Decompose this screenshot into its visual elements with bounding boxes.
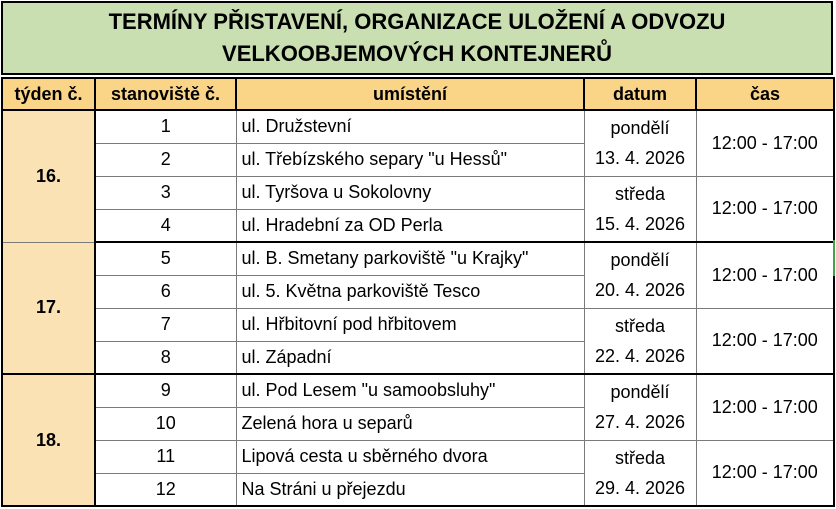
schedule-body: [2, 110, 834, 506]
schedule-table: [1, 77, 835, 507]
header-row: [2, 78, 834, 110]
location-cell: ul. Pod Lesem "u samoobsluhy": [236, 374, 584, 407]
header-date: datum: [584, 78, 696, 110]
header-week: týden č.: [2, 78, 95, 110]
site-number: 11: [95, 440, 236, 473]
time-cell: 12:00 - 17:00: [696, 242, 834, 308]
title-line-2: VELKOOBJEMOVÝCH KONTEJNERŮ: [222, 41, 612, 66]
time-cell: 12:00 - 17:00: [696, 110, 834, 176]
site-number: 10: [95, 407, 236, 440]
time-cell: 12:00 - 17:00: [696, 308, 834, 374]
date-value: 22. 4. 2026: [594, 345, 686, 366]
date-cell: [584, 176, 696, 242]
table-row: [2, 308, 834, 341]
time-cell: 12:00 - 17:00: [696, 440, 834, 506]
site-number: 9: [95, 374, 236, 407]
site-number: 1: [95, 110, 236, 143]
day-name: pondělí: [610, 118, 670, 139]
date-cell: [584, 440, 696, 506]
week-cell: 18.: [2, 374, 95, 506]
time-cell: 12:00 - 17:00: [696, 374, 834, 440]
site-number: 12: [95, 473, 236, 506]
location-cell: Zelená hora u separů: [236, 407, 584, 440]
location-cell: Lipová cesta u sběrného dvora: [236, 440, 584, 473]
site-number: 5: [95, 242, 236, 275]
site-number: 6: [95, 275, 236, 308]
location-cell: ul. B. Smetany parkoviště "u Krajky": [236, 242, 584, 275]
location-cell: Na Stráni u přejezdu: [236, 473, 584, 506]
page-title: [1, 1, 833, 75]
day-name: pondělí: [610, 250, 670, 271]
table-row: [2, 440, 834, 473]
date-cell: [584, 308, 696, 374]
day-name: středa: [614, 315, 666, 336]
cell-selection-marker: [833, 240, 835, 276]
date-cell: [584, 374, 696, 440]
location-cell: ul. Družstevní: [236, 110, 584, 143]
week-cell: 17.: [2, 242, 95, 374]
date-value: 29. 4. 2026: [594, 477, 686, 498]
table-row: [2, 374, 834, 407]
day-name: pondělí: [610, 382, 670, 403]
table-row: [2, 110, 834, 143]
site-number: 3: [95, 176, 236, 209]
location-cell: ul. Tyršova u Sokolovny: [236, 176, 584, 209]
site-number: 2: [95, 143, 236, 176]
week-cell: 16.: [2, 110, 95, 242]
location-cell: ul. Třebízského separy "u Hessů": [236, 143, 584, 176]
date-cell: [584, 110, 696, 176]
date-value: 15. 4. 2026: [594, 213, 686, 234]
header-site: stanoviště č.: [95, 78, 236, 110]
header-time: čas: [696, 78, 834, 110]
table-row: [2, 176, 834, 209]
location-cell: ul. Západní: [236, 341, 584, 374]
location-cell: ul. 5. Května parkoviště Tesco: [236, 275, 584, 308]
location-cell: ul. Hřbitovní pod hřbitovem: [236, 308, 584, 341]
table-row: [2, 242, 834, 275]
site-number: 4: [95, 209, 236, 242]
day-name: středa: [614, 183, 666, 204]
title-line-1: TERMÍNY PŘISTAVENÍ, ORGANIZACE ULOŽENÍ A ODVOZU: [108, 9, 726, 34]
day-name: středa: [614, 447, 666, 468]
date-value: 27. 4. 2026: [594, 412, 686, 433]
header-location: umístění: [236, 78, 584, 110]
location-cell: ul. Hradební za OD Perla: [236, 209, 584, 242]
time-cell: 12:00 - 17:00: [696, 176, 834, 242]
date-value: 13. 4. 2026: [594, 148, 686, 169]
site-number: 8: [95, 341, 236, 374]
date-cell: [584, 242, 696, 308]
date-value: 20. 4. 2026: [594, 280, 686, 301]
site-number: 7: [95, 308, 236, 341]
